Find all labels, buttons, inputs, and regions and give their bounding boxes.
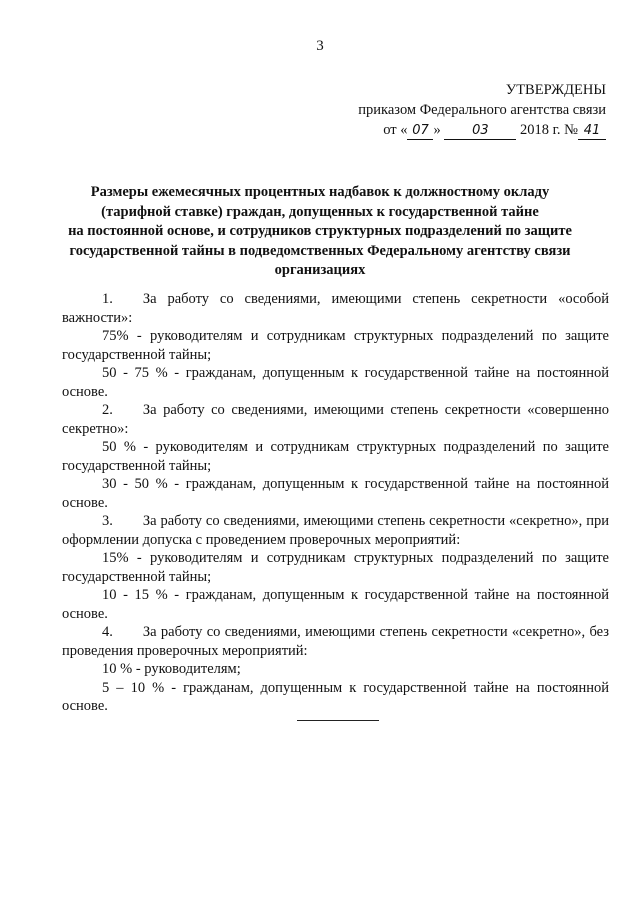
list-item: [62, 290, 609, 327]
item-text: 5 – 10 % - гражданам, допущенным к государственной тайне на постоянной основе.: [62, 679, 609, 714]
date-close: »: [433, 122, 441, 138]
list-item: [62, 660, 609, 679]
item-text: 10 % - руководителям;: [102, 661, 241, 677]
list-item: [62, 364, 609, 401]
item-number: 4.: [102, 624, 113, 640]
item-text: 15% - руководителям и сотрудникам структурных подразделений по защите государственной тайны;: [62, 550, 609, 585]
list-item: [62, 327, 609, 364]
item-text: 50 - 75 % - гражданам, допущенным к государственной тайне на постоянной основе.: [62, 365, 609, 400]
item-text: За работу со сведениями, имеющими степень секретности «совершенно секретно»:: [62, 402, 609, 437]
title-line: Размеры ежемесячных процентных надбавок к должностному окладу: [90, 184, 550, 200]
title-line: государственной тайны в подведомственных Федеральному агентству связи: [69, 242, 571, 259]
item-number: 2.: [102, 402, 113, 418]
date-prefix: от «: [383, 122, 408, 138]
approval-order-line: приказом Федерального агентства связи: [358, 102, 606, 118]
item-text: За работу со сведениями, имеющими степень секретности «секретно», без проведения проверочных мероприятий:: [62, 624, 609, 659]
page-number: 3: [316, 38, 324, 54]
item-text: 75% - руководителям и сотрудникам структурных подразделений по защите государственной тайны;: [62, 328, 609, 363]
list-item: [62, 512, 609, 549]
handwritten-day: 07: [407, 123, 433, 140]
item-number: 3.: [102, 513, 113, 529]
list-item: [62, 549, 609, 586]
item-number: 1.: [102, 291, 113, 307]
item-text: 30 - 50 % - гражданам, допущенным к государственной тайне на постоянной основе.: [62, 476, 609, 511]
handwritten-number: 41: [578, 123, 606, 140]
list-item: [62, 475, 609, 512]
item-text: 50 % - руководителям и сотрудникам структурных подразделений по защите государственной тайны;: [62, 439, 609, 474]
document-body: [62, 290, 609, 716]
list-item: [62, 586, 609, 623]
year-text: 2018 г. №: [519, 122, 578, 138]
end-divider: [297, 720, 379, 721]
item-text: За работу со сведениями, имеющими степень секретности «секретно», при оформлении допуска с проведением проверочных мероприятий:: [62, 513, 609, 548]
title-line: на постоянной основе, и сотрудников структурных подразделений по защите: [68, 223, 572, 239]
approval-heading: УТВЕРЖДЕНЫ: [505, 82, 606, 98]
handwritten-month: 03: [444, 123, 516, 140]
document-title: [60, 183, 580, 281]
title-line: организациях: [274, 262, 366, 278]
list-item: [62, 623, 609, 660]
list-item: [62, 438, 609, 475]
list-item: [62, 401, 609, 438]
approval-date-line: [383, 120, 606, 141]
item-text: За работу со сведениями, имеющими степень секретности «особой важности»:: [62, 291, 609, 326]
list-item: [62, 679, 609, 716]
title-line: (тарифной ставке) граждан, допущенных к государственной тайне: [101, 203, 539, 220]
item-text: 10 - 15 % - гражданам, допущенным к государственной тайне на постоянной основе.: [62, 587, 609, 622]
